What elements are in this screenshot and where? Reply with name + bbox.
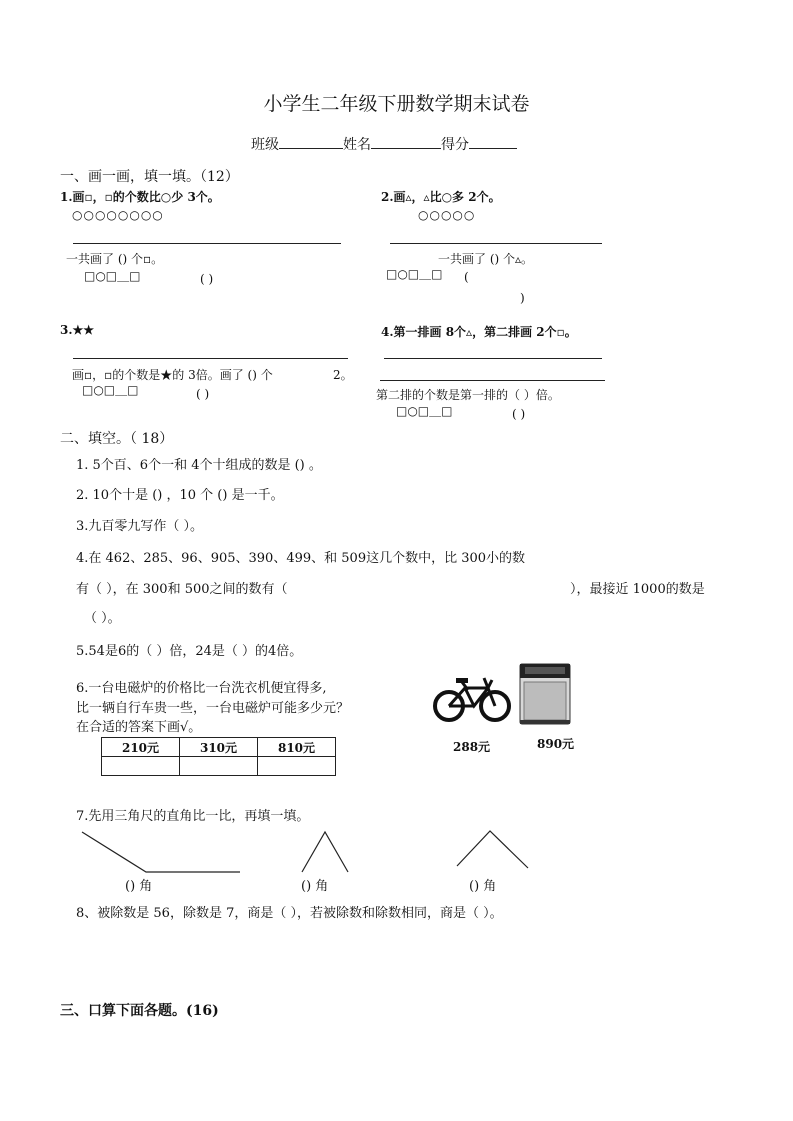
name-label: 姓名 <box>343 137 371 153</box>
s1-q2-paren-open: ( <box>464 270 469 284</box>
s2-q3: 3.九百零九写作（ ）。 <box>76 519 204 534</box>
answer-cell[interactable] <box>180 757 258 776</box>
s2-q2: 2. 10个十是 () ，10 个 () 是一千。 <box>76 488 284 503</box>
bicycle-image <box>432 672 512 724</box>
answer-cell[interactable] <box>102 757 180 776</box>
s1-q1-circles: ○○○○○○○○ <box>72 208 164 222</box>
s1-q4-draw-line-2[interactable] <box>380 380 605 381</box>
page-title: 小学生二年级下册数学期末试卷 <box>263 93 530 115</box>
angle-figures <box>80 828 550 876</box>
option-cell: 810元 <box>258 738 336 757</box>
option-cell: 210元 <box>102 738 180 757</box>
s1-q2-formula: □○□＿□ <box>386 267 443 281</box>
s2-q4-line2: 有（ ），在 300和 500之间的数有（ <box>76 582 288 597</box>
name-field[interactable] <box>371 134 441 149</box>
s2-q4-line3: （ ）。 <box>84 611 121 626</box>
s1-q1-draw-line[interactable] <box>73 243 341 244</box>
angle-answer-3: () 角 <box>469 879 497 894</box>
s1-q2-circles: ○○○○○ <box>418 208 476 222</box>
s1-q3-paren: ( ) <box>196 387 210 401</box>
washing-machine-image <box>519 663 571 725</box>
price-options-table <box>101 737 336 776</box>
s1-q3-draw-line[interactable] <box>73 358 348 359</box>
s1-q2-prompt: 2.画▵，▵比○多 2个。 <box>381 190 501 204</box>
s2-q4-line2-tail: ），最接近 1000的数是 <box>570 582 705 597</box>
s2-q7-prompt: 7.先用三角尺的直角比一比，再填一填。 <box>76 809 310 824</box>
option-cell: 310元 <box>180 738 258 757</box>
section2-heading: 二、填空。（ 18） <box>60 431 174 447</box>
bike-price: 288元 <box>453 740 491 754</box>
s2-q1: 1. 5个百、6个一和 4个十组成的数是 () 。 <box>76 458 322 473</box>
s2-q8: 8、被除数是 56，除数是 7，商是（ ），若被除数和除数相同，商是（ ）。 <box>76 906 503 921</box>
angle-answer-1: () 角 <box>125 879 153 894</box>
s1-q4-prompt: 4.第一排画 8个▵，第二排画 2个▫。 <box>381 325 577 339</box>
class-field[interactable] <box>279 134 343 149</box>
s1-q2-answer: 一共画了 () 个▵。 <box>438 252 534 266</box>
s2-q4-line1: 4.在 462、285、96、905、390、499、和 509这几个数中，比 300小的数 <box>76 551 526 566</box>
s2-q5: 5.54是6的（ ）倍，24是（ ）的4倍。 <box>76 644 303 659</box>
s1-q1-paren: ( ) <box>200 272 214 286</box>
s1-q1-formula: □○□＿□ <box>84 269 141 283</box>
right-angle <box>457 831 528 868</box>
s1-q4-draw-line-1[interactable] <box>384 358 602 359</box>
s1-q2-draw-line[interactable] <box>390 243 602 244</box>
class-label: 班级 <box>251 137 279 153</box>
s1-q1-answer: 一共画了 () 个▫。 <box>66 252 164 266</box>
price-options-header-row <box>102 738 336 757</box>
price-options-answer-row <box>102 757 336 776</box>
answer-cell[interactable] <box>258 757 336 776</box>
score-field[interactable] <box>469 134 517 149</box>
s1-q1-prompt: 1.画▫，▫的个数比○少 3个。 <box>60 190 220 204</box>
angle-answer-2: () 角 <box>301 879 329 894</box>
section1-heading: 一、画一画，填一填。（12） <box>60 169 239 185</box>
s2-q6-line3: 在合适的答案下画√。 <box>76 720 202 735</box>
section3-heading: 三、口算下面各题。(16) <box>60 1003 219 1019</box>
s1-q3-answer-tail: 2。 <box>333 368 353 382</box>
s2-q6-line2: 比一辆自行车贵一些，一台电磁炉可能多少元？ <box>76 701 350 716</box>
s1-q3-formula: □○□＿□ <box>82 383 139 397</box>
score-label: 得分 <box>441 137 469 153</box>
s1-q3-answer: 画▫，▫的个数是★的 3倍。画了 () 个 <box>72 368 273 382</box>
s1-q3-prompt: 3.★★ <box>60 323 95 337</box>
s1-q4-answer: 第二排的个数是第一排的（ ）倍。 <box>376 388 560 402</box>
obtuse-angle <box>82 832 240 872</box>
s2-q6-line1: 6.一台电磁炉的价格比一台洗衣机便宜得多, <box>76 681 327 696</box>
s1-q4-formula: □○□＿□ <box>396 404 453 418</box>
s1-q2-paren-close: ) <box>520 291 525 305</box>
acute-angle <box>302 832 348 872</box>
washer-price: 890元 <box>537 737 575 751</box>
s1-q4-paren: ( ) <box>512 407 526 421</box>
student-info-line <box>251 134 517 154</box>
